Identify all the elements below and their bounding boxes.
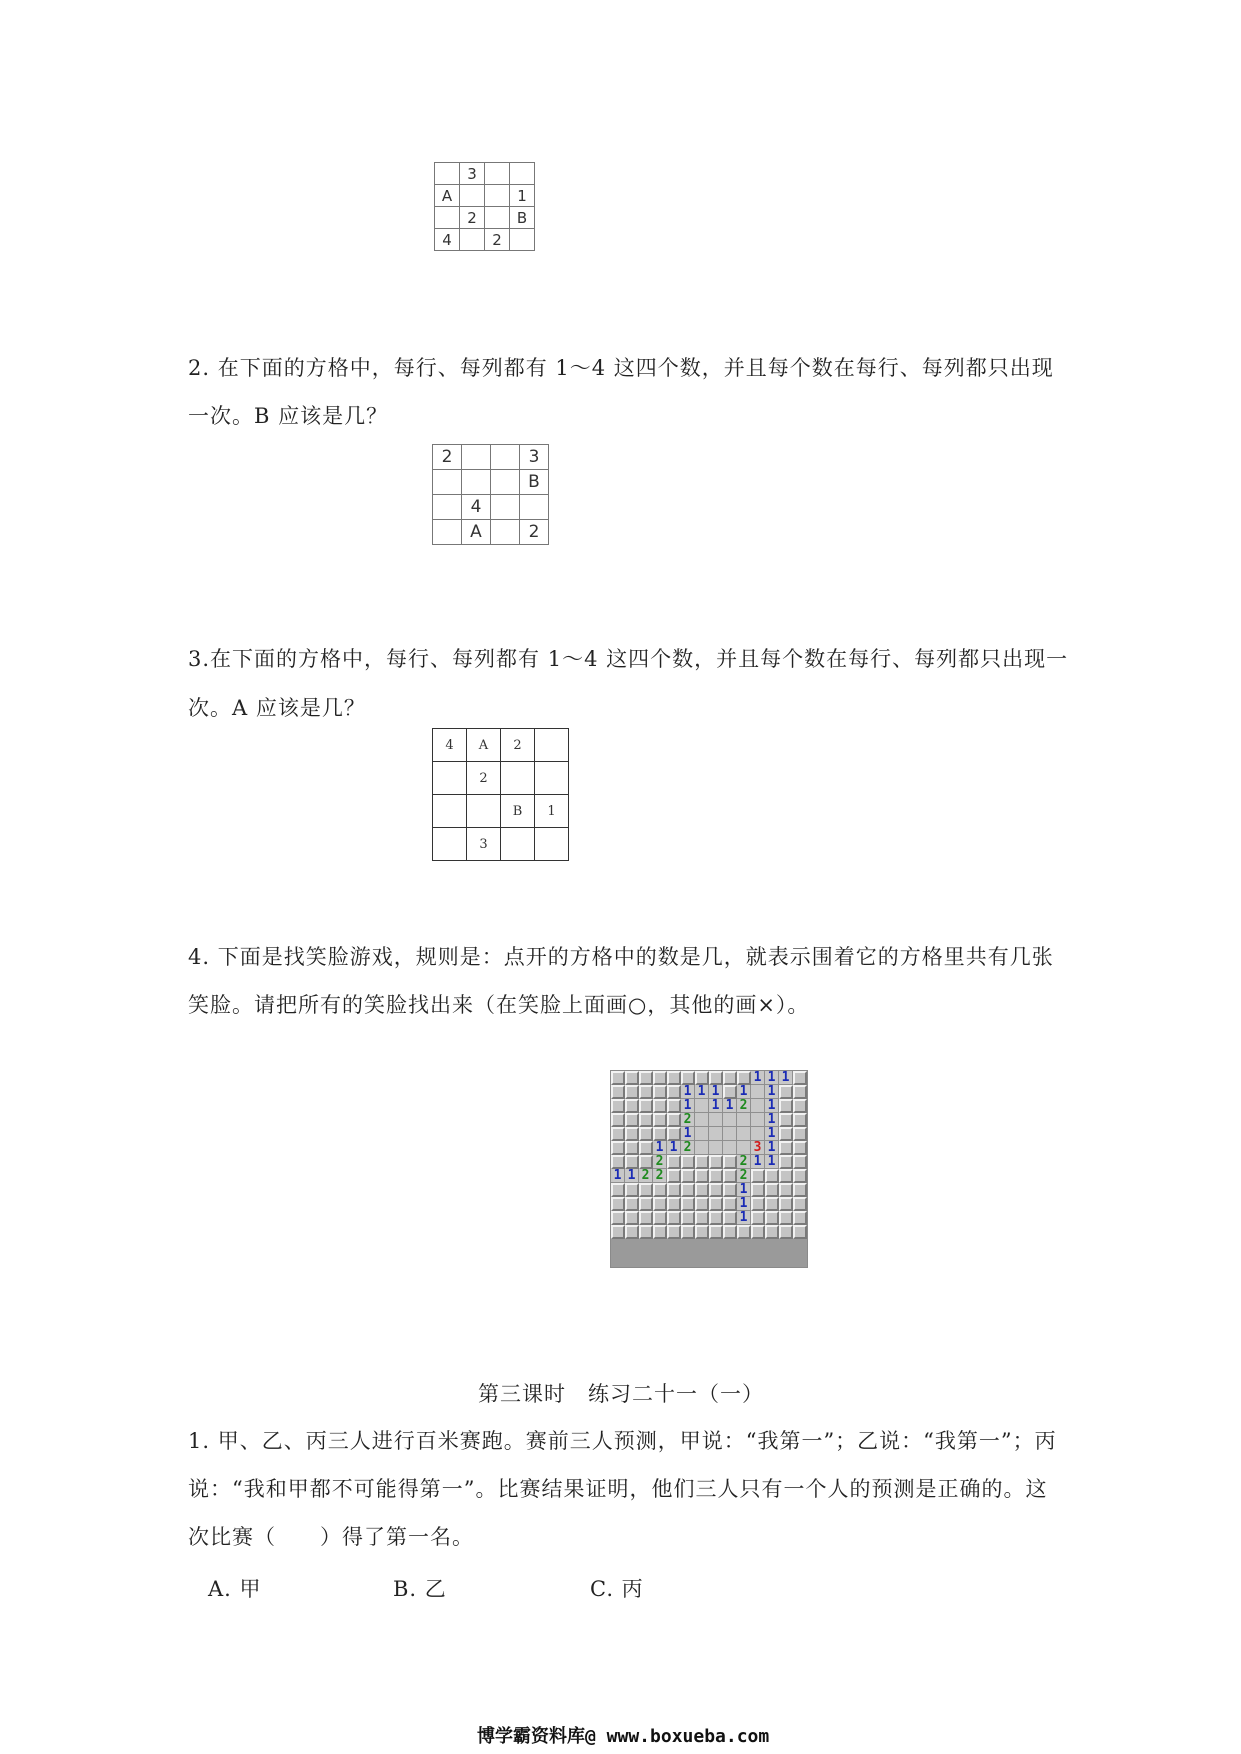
board-cell-number: 1 [723, 1099, 737, 1113]
board-cell-hidden [793, 1211, 807, 1225]
grid-q3-cell: 1 [535, 795, 569, 828]
board-cell-hidden [681, 1071, 695, 1085]
board-cell-number: 1 [751, 1071, 765, 1085]
board-cell-hidden [653, 1071, 667, 1085]
board-cell-number: 1 [765, 1099, 779, 1113]
board-cell-hidden [667, 1211, 681, 1225]
grid-q2-row [433, 470, 549, 495]
board-cell-hidden [639, 1085, 653, 1099]
board-cell-hidden [667, 1169, 681, 1183]
board-cell-hidden [667, 1085, 681, 1099]
board-cell-hidden [793, 1071, 807, 1085]
lesson-title: 第三课时 练习二十一（一） [478, 1382, 764, 1406]
grid-q2-row [433, 495, 549, 520]
board-cell-hidden [695, 1155, 709, 1169]
board-cell-hidden [765, 1197, 779, 1211]
board-cell-open [723, 1141, 737, 1155]
grid-top-row [435, 207, 535, 229]
board-cell-number: 2 [653, 1169, 667, 1183]
board-cell-open [737, 1141, 751, 1155]
board-cell-number: 1 [737, 1085, 751, 1099]
board-cell-hidden [793, 1099, 807, 1113]
grid-top-cell: 3 [460, 163, 485, 185]
board-cell-number: 3 [751, 1141, 765, 1155]
board-cell-number: 1 [765, 1113, 779, 1127]
footer-watermark: 博学霸资料库@ www.boxueba.com [477, 1726, 770, 1747]
grid-top-cell [485, 207, 510, 229]
grid-q2-cell: A [462, 520, 491, 545]
grid-q2-cell [433, 495, 462, 520]
board-cell-open [709, 1127, 723, 1141]
grid-q3-row [433, 762, 569, 795]
grid-q3-cell [535, 729, 569, 762]
board-cell-hidden [695, 1071, 709, 1085]
grid-top-cell: B [510, 207, 535, 229]
board-cell-hidden [779, 1169, 793, 1183]
board-cell-hidden [639, 1141, 653, 1155]
board-cell-hidden [639, 1071, 653, 1085]
q5-text-line3: 次比赛（ ）得了第一名。 [188, 1525, 474, 1549]
board-cell-hidden [779, 1155, 793, 1169]
board-cell-hidden [653, 1211, 667, 1225]
board-cell-number: 1 [653, 1141, 667, 1155]
grid-q3-cell [467, 795, 501, 828]
grid-q3-row [433, 828, 569, 861]
board-cell-number: 1 [765, 1085, 779, 1099]
board-cell-hidden [723, 1197, 737, 1211]
grid-top [434, 162, 535, 251]
board-cell-hidden [779, 1197, 793, 1211]
board-cell-open [751, 1085, 765, 1099]
option-c: C. 丙 [590, 1577, 644, 1601]
board-cell-number: 1 [765, 1127, 779, 1141]
board-cell-hidden [625, 1099, 639, 1113]
board-cell-hidden [695, 1225, 709, 1239]
grid-q3-cell [535, 828, 569, 861]
board-cell-hidden [611, 1225, 625, 1239]
board-cell-hidden [653, 1183, 667, 1197]
board-cell-number: 1 [765, 1071, 779, 1085]
q4-text-line2: 笑脸。请把所有的笑脸找出来（在笑脸上面画○，其他的画×）。 [188, 993, 810, 1017]
board-cell-hidden [639, 1197, 653, 1211]
board-cell-hidden [709, 1071, 723, 1085]
grid-q3-cell [501, 828, 535, 861]
board-cell-hidden [625, 1127, 639, 1141]
board-cell-hidden [709, 1183, 723, 1197]
board-cell-hidden [723, 1071, 737, 1085]
grid-q3-cell [433, 828, 467, 861]
board-cell-open [695, 1113, 709, 1127]
board-cell-hidden [625, 1211, 639, 1225]
grid-q3-cell: A [467, 729, 501, 762]
board-cell-number: 1 [737, 1183, 751, 1197]
board-cell-hidden [695, 1169, 709, 1183]
board-cell-hidden [709, 1155, 723, 1169]
grid-q2-cell [491, 520, 520, 545]
grid-q2-cell [491, 470, 520, 495]
board-cell-hidden [723, 1211, 737, 1225]
board-cell-hidden [611, 1085, 625, 1099]
board-cell-hidden [653, 1099, 667, 1113]
board-cell-hidden [639, 1183, 653, 1197]
board-cell-hidden [639, 1127, 653, 1141]
grid-top-cell [485, 185, 510, 207]
board-cell-hidden [667, 1113, 681, 1127]
board-cell-hidden [667, 1155, 681, 1169]
board-cell-hidden [667, 1099, 681, 1113]
board-cell-hidden [723, 1155, 737, 1169]
board-cell-hidden [611, 1099, 625, 1113]
board-cell-number: 2 [737, 1169, 751, 1183]
q4-text-line1: 4. 下面是找笑脸游戏，规则是：点开的方格中的数是几，就表示围着它的方格里共有几张 [188, 945, 1054, 969]
board-cell-hidden [765, 1225, 779, 1239]
board-cell-hidden [625, 1141, 639, 1155]
board-cell-hidden [695, 1197, 709, 1211]
grid-top-row [435, 229, 535, 251]
board-cell-hidden [625, 1085, 639, 1099]
board-cell-open [751, 1099, 765, 1113]
grid-q2-cell: 4 [462, 495, 491, 520]
board-cell-open [709, 1113, 723, 1127]
grid-q2-cell [491, 495, 520, 520]
grid-top-cell [460, 229, 485, 251]
board-cell-hidden [681, 1225, 695, 1239]
board-cell-hidden [751, 1197, 765, 1211]
board-cell-hidden [695, 1183, 709, 1197]
board-cell-hidden [625, 1225, 639, 1239]
board-cell-hidden [625, 1155, 639, 1169]
board-cell-open [737, 1113, 751, 1127]
board-cell-hidden [681, 1169, 695, 1183]
board-cell-number: 1 [765, 1141, 779, 1155]
board-cell-open [695, 1141, 709, 1155]
grid-q2-cell: 2 [433, 445, 462, 470]
grid-q2-cell [462, 445, 491, 470]
board-cell-hidden [709, 1211, 723, 1225]
board-cell-hidden [765, 1169, 779, 1183]
grid-q2 [432, 444, 549, 545]
board-cell-hidden [625, 1071, 639, 1085]
grid-q3-cell: 2 [467, 762, 501, 795]
board-cell-hidden [793, 1197, 807, 1211]
board-cell-hidden [611, 1197, 625, 1211]
board-cell-hidden [625, 1197, 639, 1211]
grid-top-cell: 1 [510, 185, 535, 207]
board-cell-hidden [611, 1113, 625, 1127]
board-cell-number: 2 [681, 1141, 695, 1155]
grid-q3-cell [433, 762, 467, 795]
board-cell-hidden [639, 1113, 653, 1127]
board-cell-hidden [737, 1225, 751, 1239]
grid-q2-row [433, 445, 549, 470]
grid-q3-cell: 3 [467, 828, 501, 861]
board-cell-hidden [723, 1183, 737, 1197]
board-cell-hidden [765, 1211, 779, 1225]
grid-top-row [435, 185, 535, 207]
board-cell-hidden [779, 1183, 793, 1197]
board-cell-hidden [793, 1183, 807, 1197]
grid-top-cell: 2 [485, 229, 510, 251]
board-cell-open [751, 1127, 765, 1141]
board-cell-number: 2 [737, 1155, 751, 1169]
board-cell-hidden [667, 1071, 681, 1085]
board-cell-hidden [639, 1225, 653, 1239]
board-cell-hidden [737, 1071, 751, 1085]
board-cell-hidden [625, 1183, 639, 1197]
grid-top-cell [435, 163, 460, 185]
grid-q2-cell [433, 470, 462, 495]
board-cell-hidden [611, 1211, 625, 1225]
board-cell-number: 1 [667, 1141, 681, 1155]
board-cell-hidden [793, 1155, 807, 1169]
board-cell-number: 2 [737, 1099, 751, 1113]
board-cell-hidden [779, 1211, 793, 1225]
board-cell-hidden [653, 1225, 667, 1239]
board-cell-number: 1 [779, 1071, 793, 1085]
option-b: B. 乙 [393, 1577, 447, 1601]
q3-text-line2: 次。A 应该是几？ [188, 696, 366, 720]
board-cell-number: 1 [751, 1155, 765, 1169]
board-cell-hidden [723, 1085, 737, 1099]
board-cell-hidden [793, 1085, 807, 1099]
grid-q3-cell: B [501, 795, 535, 828]
grid-q2-cell [491, 445, 520, 470]
grid-top-cell [435, 207, 460, 229]
board-cell-hidden [709, 1225, 723, 1239]
board-cell-hidden [611, 1071, 625, 1085]
grid-top-cell [510, 163, 535, 185]
board-cell-hidden [751, 1183, 765, 1197]
board-cell-hidden [793, 1127, 807, 1141]
grid-q3-cell: 2 [501, 729, 535, 762]
board-cell-hidden [667, 1127, 681, 1141]
board-cell-hidden [779, 1085, 793, 1099]
q5-text-line2: 说：“我和甲都不可能得第一”。比赛结果证明，他们三人只有一个人的预测是正确的。这 [188, 1477, 1048, 1501]
grid-q3-cell [501, 762, 535, 795]
board-cell-hidden [639, 1099, 653, 1113]
board-cell-hidden [723, 1169, 737, 1183]
board-cell-number: 1 [681, 1099, 695, 1113]
board-cell-hidden [765, 1183, 779, 1197]
board-cell-number: 1 [681, 1127, 695, 1141]
smiley-game-board [610, 1070, 808, 1268]
board-cell-number: 2 [653, 1155, 667, 1169]
board-cell-hidden [653, 1197, 667, 1211]
board-cell-hidden [723, 1225, 737, 1239]
board-cell-hidden [695, 1211, 709, 1225]
grid-q2-cell [462, 470, 491, 495]
board-cell-number: 1 [611, 1169, 625, 1183]
q5-text-line1: 1. 甲、乙、丙三人进行百米赛跑。赛前三人预测，甲说：“我第一”；乙说：“我第一”；丙 [188, 1429, 1057, 1453]
grid-q2-cell [433, 520, 462, 545]
board-cell-open [695, 1099, 709, 1113]
board-cell-hidden [639, 1211, 653, 1225]
board-cell-hidden [681, 1197, 695, 1211]
board-cell-hidden [779, 1099, 793, 1113]
grid-q3-cell: 4 [433, 729, 467, 762]
board-cell-number: 2 [681, 1113, 695, 1127]
board-cell-hidden [751, 1211, 765, 1225]
grid-q2-cell: B [520, 470, 549, 495]
grid-q3 [432, 728, 569, 861]
grid-top-cell [460, 185, 485, 207]
board-cell-hidden [667, 1197, 681, 1211]
grid-q3-row [433, 795, 569, 828]
grid-q2-row [433, 520, 549, 545]
board-cell-hidden [793, 1225, 807, 1239]
board-cell-open [709, 1141, 723, 1155]
grid-top-cell: 2 [460, 207, 485, 229]
board-cell-hidden [653, 1113, 667, 1127]
board-cell-number: 1 [709, 1085, 723, 1099]
grid-q2-cell: 2 [520, 520, 549, 545]
grid-q2-cell [520, 495, 549, 520]
board-cell-hidden [611, 1155, 625, 1169]
board-cell-hidden [639, 1155, 653, 1169]
grid-q3-cell [535, 762, 569, 795]
board-cell-hidden [779, 1141, 793, 1155]
board-cell-hidden [751, 1225, 765, 1239]
board-cell-hidden [653, 1127, 667, 1141]
board-cell-number: 2 [639, 1169, 653, 1183]
q2-text-line2: 一次。B 应该是几？ [188, 404, 389, 428]
board-cell-hidden [779, 1225, 793, 1239]
board-cell-hidden [793, 1169, 807, 1183]
q3-text-line1: 3.在下面的方格中，每行、每列都有 1～4 这四个数，并且每个数在每行、每列都只出现一 [188, 647, 1069, 671]
board-cell-hidden [681, 1183, 695, 1197]
board-cell-hidden [681, 1155, 695, 1169]
board-cell-hidden [611, 1127, 625, 1141]
board-cell-hidden [751, 1169, 765, 1183]
board-cell-number: 1 [681, 1085, 695, 1099]
grid-q3-row [433, 729, 569, 762]
board-cell-number: 1 [765, 1155, 779, 1169]
board-cell-hidden [793, 1141, 807, 1155]
grid-top-cell: 4 [435, 229, 460, 251]
grid-top-cell [485, 163, 510, 185]
board-cell-hidden [625, 1113, 639, 1127]
board-cell-open [751, 1113, 765, 1127]
board-cell-number: 1 [737, 1211, 751, 1225]
board-cell-hidden [709, 1197, 723, 1211]
option-a: A. 甲 [208, 1577, 262, 1601]
board-cell-hidden [793, 1113, 807, 1127]
board-cell-number: 1 [709, 1099, 723, 1113]
board-cell-open [695, 1127, 709, 1141]
board-cell-hidden [779, 1127, 793, 1141]
board-cell-hidden [611, 1183, 625, 1197]
grid-top-cell: A [435, 185, 460, 207]
board-cell-hidden [653, 1085, 667, 1099]
grid-top-row [435, 163, 535, 185]
grid-q2-cell: 3 [520, 445, 549, 470]
board-cell-hidden [667, 1225, 681, 1239]
grid-q3-cell [433, 795, 467, 828]
board-cell-number: 1 [625, 1169, 639, 1183]
board-cell-hidden [611, 1141, 625, 1155]
board-cell-number: 1 [695, 1085, 709, 1099]
board-cell-hidden [779, 1113, 793, 1127]
board-cell-hidden [709, 1169, 723, 1183]
board-cell-open [723, 1127, 737, 1141]
board-cell-number: 1 [737, 1197, 751, 1211]
q2-text-line1: 2. 在下面的方格中，每行、每列都有 1～4 这四个数，并且每个数在每行、每列都只出现 [188, 356, 1054, 380]
board-cell-hidden [667, 1183, 681, 1197]
board-cell-hidden [681, 1211, 695, 1225]
board-cell-open [737, 1127, 751, 1141]
board-cell-open [723, 1113, 737, 1127]
grid-top-cell [510, 229, 535, 251]
